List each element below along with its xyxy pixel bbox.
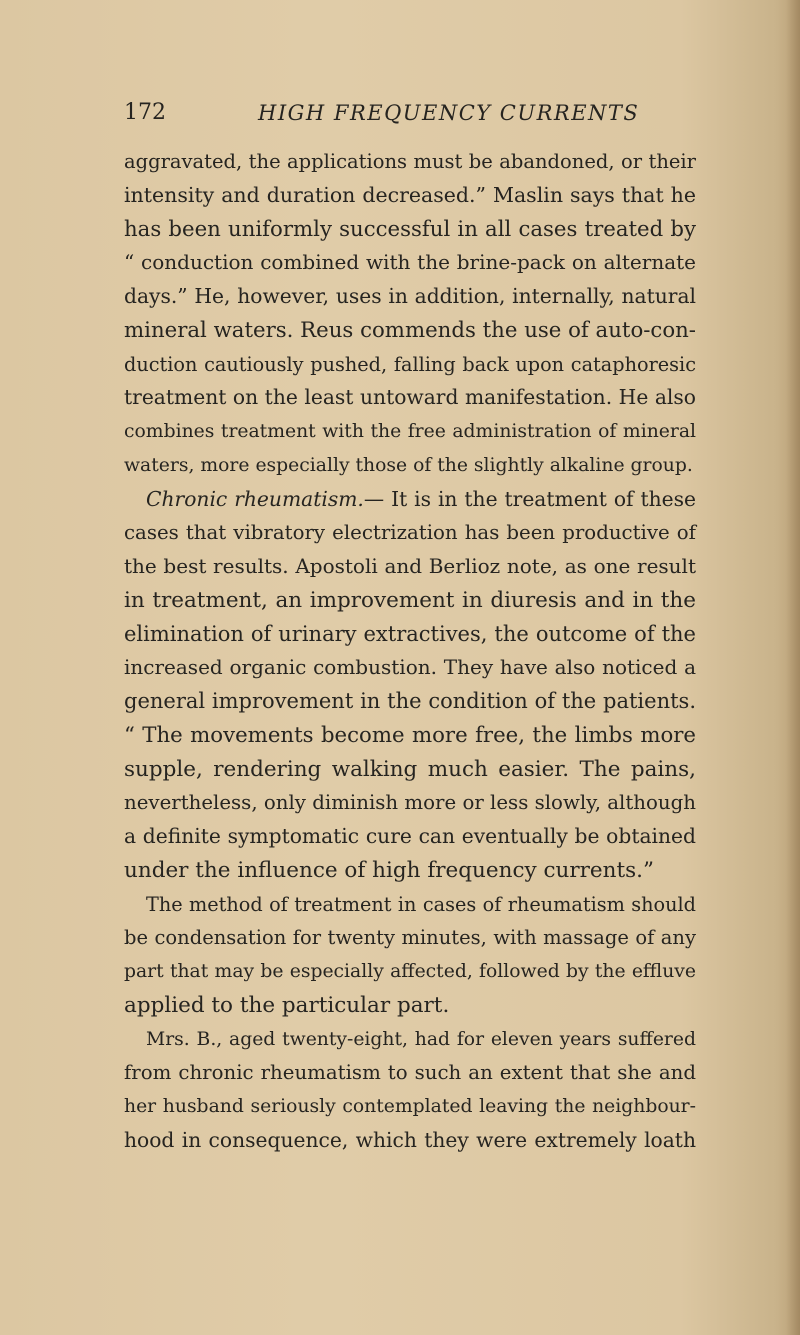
text-line: The method of treatment in cases of rheumatism should xyxy=(146,892,696,916)
text-line: days.” He, however, uses in addition, internally, natural xyxy=(124,284,696,308)
text-line: cases that vibratory electrization has been productive of xyxy=(124,521,696,545)
page-number: 172 xyxy=(124,100,166,125)
running-head: HIGH FREQUENCY CURRENTS xyxy=(258,101,640,125)
section-heading: Chronic rheumatism. xyxy=(146,486,364,511)
text-line: in treatment, an improvement in diuresis and in the xyxy=(124,587,696,613)
text-line: aggravated, the applications must be abandoned, or their xyxy=(124,150,696,173)
text-line: her husband seriously contemplated leaving the neighbour- xyxy=(124,1096,696,1117)
text-line: be condensation for twenty minutes, with massage of any xyxy=(124,926,696,950)
text-line: general improvement in the condition of the patients. xyxy=(124,689,696,713)
text-line: nevertheless, only diminish more or less slowly, although xyxy=(124,791,696,815)
text-line: waters, more especially those of the slightly alkaline group. xyxy=(124,454,693,476)
text-line: under the influence of high frequency currents.” xyxy=(124,857,654,883)
text-line: combines treatment with the free administration of mineral xyxy=(124,421,696,442)
text-line: has been uniformly successful in all cases treated by xyxy=(124,216,696,242)
text-line: from chronic rheumatism to such an extent that she and xyxy=(124,1061,696,1085)
section-heading-continuation: — It is in the treatment of these xyxy=(363,486,696,511)
text-line: applied to the particular part. xyxy=(124,992,450,1018)
text-line: a definite symptomatic cure can eventually be obtained xyxy=(124,824,696,848)
text-line: intensity and duration decreased.” Maslin says that he xyxy=(124,182,696,207)
text-line: “ The movements become more free, the limbs more xyxy=(124,722,696,748)
text-line: elimination of urinary extractives, the outcome of the xyxy=(124,621,696,646)
text-line: “ conduction combined with the brine-pack on alternate xyxy=(124,250,696,275)
section-heading-line xyxy=(124,483,696,517)
text-line: increased organic combustion. They have also noticed a xyxy=(124,655,696,680)
text-line: Mrs. B., aged twenty-eight, had for eleven years suffered xyxy=(146,1028,696,1050)
text-line: the best results. Apostoli and Berlioz note, as one result xyxy=(124,554,696,578)
page-header xyxy=(124,96,700,130)
body-text xyxy=(124,145,696,1158)
text-line: supple, rendering walking much easier. The pains, xyxy=(124,756,696,782)
text-line: hood in consequence, which they were extremely loath xyxy=(124,1127,696,1152)
text-line: treatment on the least untoward manifestation. He also xyxy=(124,385,696,410)
page-edge-shadow xyxy=(786,0,800,1335)
text-line: part that may be especially affected, followed by the effluve xyxy=(124,961,696,982)
text-line: mineral waters. Reus commends the use of auto-con- xyxy=(124,317,696,343)
text-line: duction cautiously pushed, falling back upon cataphoresic xyxy=(124,352,696,376)
